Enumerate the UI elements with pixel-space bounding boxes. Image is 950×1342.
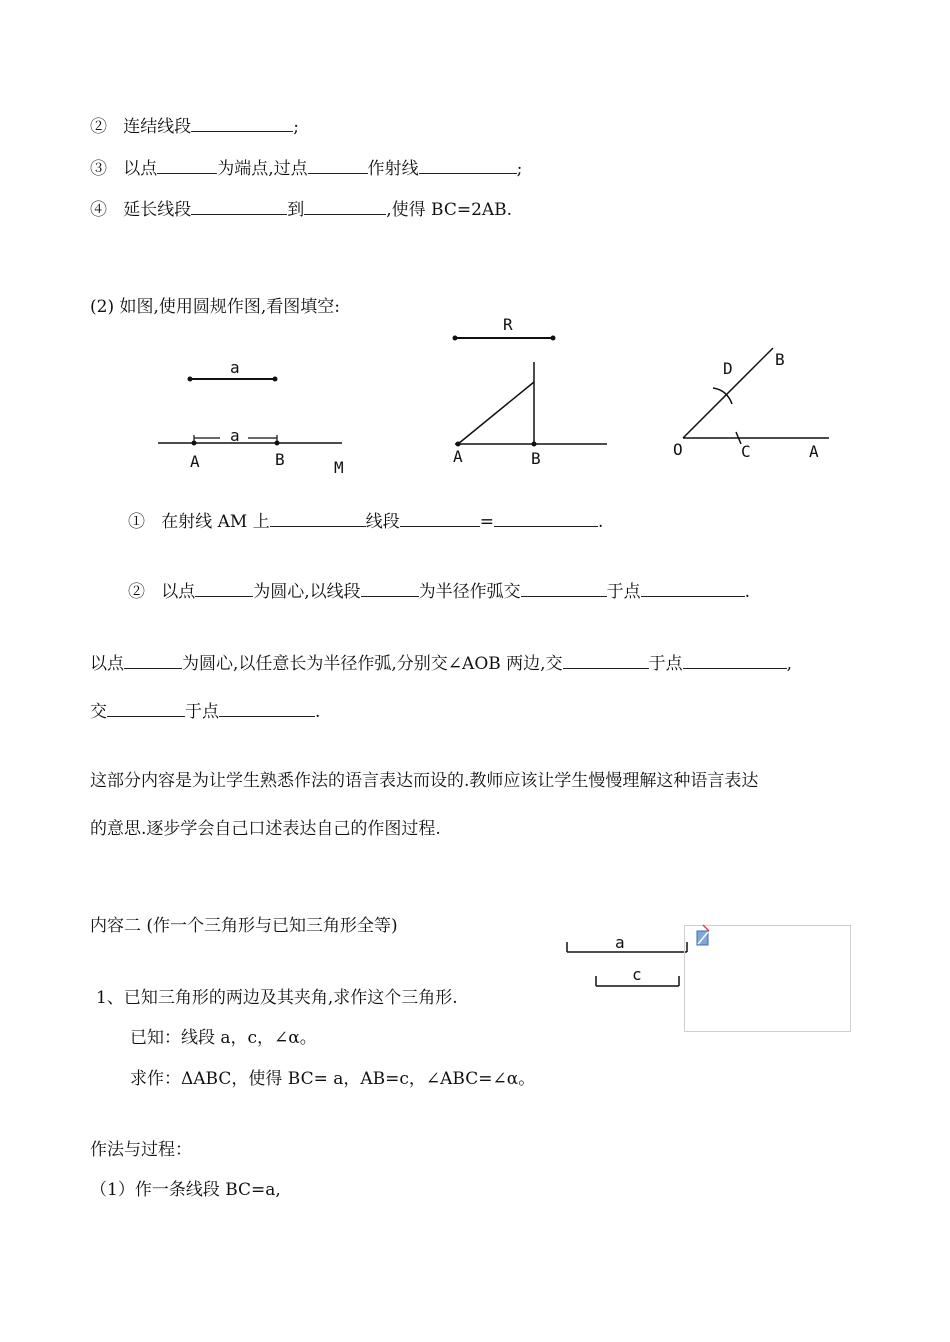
label-R: R xyxy=(503,315,513,334)
step-3-text1: 以点 xyxy=(123,159,158,179)
figure-4 xyxy=(560,930,690,995)
find-text: 求作：ΔABC，使得 BC= a，AB=c，∠ABC=∠α。 xyxy=(130,1069,536,1089)
point-b xyxy=(532,442,537,447)
point-a xyxy=(456,442,461,447)
note-line-2: 的意思.逐步学会自己口述表达自己的作图过程. xyxy=(90,819,441,839)
step-4-text1: 延长线段 xyxy=(123,200,192,220)
blank-field[interactable] xyxy=(219,700,315,717)
step-2-text: 连结线段 xyxy=(123,117,192,137)
fill-2-text4: 于点 xyxy=(606,582,641,602)
figure-2 xyxy=(445,310,615,470)
endpoint xyxy=(188,377,193,382)
blank-field[interactable] xyxy=(304,198,386,215)
point-a xyxy=(192,441,197,446)
fill-3-text3: 于点 xyxy=(648,654,683,674)
endpoint xyxy=(551,336,556,341)
step-2-end: ; xyxy=(293,117,299,137)
broken-image-icon xyxy=(695,925,711,947)
label-D: D xyxy=(723,359,733,378)
label-A: A xyxy=(453,447,463,466)
fill-2 xyxy=(128,580,750,603)
fill-2-text2: 为圆心,以线段 xyxy=(253,582,361,602)
fill-4 xyxy=(90,700,320,723)
step-2 xyxy=(90,115,299,138)
blank-field[interactable] xyxy=(191,115,293,132)
label-a: a xyxy=(615,933,625,952)
blank-field[interactable] xyxy=(270,510,366,527)
fill-1-text2: 线段 xyxy=(365,512,400,532)
blank-field[interactable] xyxy=(124,652,182,669)
blank-field[interactable] xyxy=(400,510,480,527)
step-3 xyxy=(90,157,522,180)
step-4-number: ④ xyxy=(90,200,107,220)
label-a-bottom: a xyxy=(230,426,240,445)
label-B: B xyxy=(775,350,785,369)
blank-field[interactable] xyxy=(308,157,368,174)
label-A: A xyxy=(809,442,819,461)
step-2-number: ② xyxy=(90,117,107,137)
step-4-text3: ,使得 BC=2AB. xyxy=(386,200,513,220)
method-step-1: （1）作一条线段 BC=a, xyxy=(90,1180,281,1200)
point-b xyxy=(275,441,280,446)
blank-field[interactable] xyxy=(521,580,607,597)
label-C: C xyxy=(741,442,751,461)
fill-1-text1: 在射线 AM 上 xyxy=(161,512,270,532)
fill-1-number: ① xyxy=(128,512,145,532)
label-M: M xyxy=(334,458,344,477)
blank-field[interactable] xyxy=(157,157,217,174)
blank-field[interactable] xyxy=(683,652,787,669)
fill-3 xyxy=(90,652,792,675)
question-2-heading: (2) 如图,使用圆规作图,看图填空: xyxy=(90,297,341,317)
label-c: c xyxy=(632,965,642,984)
fill-2-text1: 以点 xyxy=(161,582,196,602)
blank-field[interactable] xyxy=(361,580,419,597)
fill-4-end: . xyxy=(315,702,321,722)
step-4 xyxy=(90,198,512,221)
figure-1 xyxy=(150,355,360,480)
blank-field[interactable] xyxy=(641,580,745,597)
fill-2-end: . xyxy=(744,582,751,602)
endpoint xyxy=(273,377,278,382)
fill-2-text3: 为半径作弧交 xyxy=(418,582,521,602)
given-text: 已知：线段 a，c，∠α。 xyxy=(130,1028,317,1048)
label-B: B xyxy=(531,449,541,468)
label-O: O xyxy=(673,440,683,459)
hypotenuse xyxy=(458,382,534,444)
part-2-item-1: 1、已知三角形的两边及其夹角,求作这个三角形. xyxy=(96,988,458,1008)
fill-3-text1: 以点 xyxy=(90,654,124,674)
fill-4-text2: 于点 xyxy=(185,702,219,722)
arc-d xyxy=(713,388,732,404)
label-a-top: a xyxy=(230,358,240,377)
fill-4-text1: 交 xyxy=(90,702,107,722)
note-line-1: 这部分内容是为让学生熟悉作法的语言表达而设的.教师应该让学生慢慢理解这种语言表达 xyxy=(90,771,759,791)
method-heading: 作法与过程： xyxy=(90,1140,192,1160)
step-4-text2: 到 xyxy=(287,200,305,220)
step-3-end: ; xyxy=(516,159,523,179)
blank-field[interactable] xyxy=(563,652,649,669)
fill-1-equals: = xyxy=(479,512,494,532)
blank-field[interactable] xyxy=(195,580,253,597)
endpoint xyxy=(453,336,458,341)
step-3-number: ③ xyxy=(90,159,107,179)
step-3-text3: 作射线 xyxy=(367,159,419,179)
fill-1-end: . xyxy=(597,512,604,532)
fill-3-text2: 为圆心,以任意长为半径作弧,分别交∠AOB 两边,交 xyxy=(182,654,563,674)
fill-2-number: ② xyxy=(128,582,145,602)
part-2-heading: 内容二 (作一个三角形与已知三角形全等) xyxy=(90,916,398,936)
label-B: B xyxy=(275,450,285,469)
fill-3-end: , xyxy=(786,654,792,674)
blank-field[interactable] xyxy=(191,198,287,215)
figure-3 xyxy=(665,340,845,470)
step-3-text2: 为端点,过点 xyxy=(217,159,308,179)
blank-field[interactable] xyxy=(107,700,185,717)
fill-1 xyxy=(128,510,603,533)
label-A: A xyxy=(190,452,200,471)
blank-field[interactable] xyxy=(494,510,598,527)
blank-field[interactable] xyxy=(419,157,517,174)
